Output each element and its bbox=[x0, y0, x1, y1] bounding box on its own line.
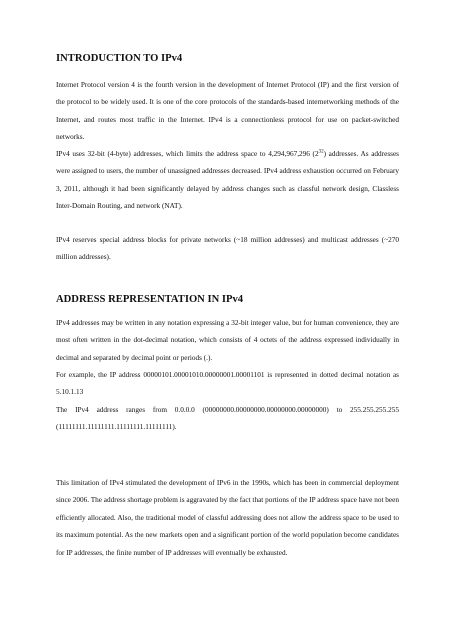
paragraph-example-address: For example, the IP address 00000101.00001010.00000001.00001101 is represented in dotted decimal notation as 5.10.1.13 bbox=[56, 371, 399, 397]
paragraph-address-space bbox=[56, 146, 399, 216]
paragraph-ipv6-limitation: This limitation of IPv4 stimulated the development of IPv6 in the 1990s, which has been in commercial deployment since 2006. The address shortage problem is aggravated by the fact that portions of the IP address space have not been efficiently allocated. Also, the traditional model of classful addressing does not allow the address space to be used to its maximum potential. As the new markets open and a significant portion of the world population become candidates for IP addresses, the finite number of IP addresses will eventually be exhausted. bbox=[56, 479, 399, 557]
section-heading-introduction: INTRODUCTION TO IPv4 bbox=[56, 53, 183, 64]
paragraph-ipv4-overview: Internet Protocol version 4 is the fourth version in the development of Internet Protocol (IP) and the first version of the protocol to be widely used. It is one of the core protocols of the standards-based internetworking methods of the Internet, and routes most traffic in the Internet. IPv4 is a connectionless protocol for use on packet-switched networks. bbox=[56, 81, 399, 142]
paragraph-address-range: The IPv4 address ranges from 0.0.0.0 (00000000.00000000.00000000.00000000) to 255.255.255.255 (11111111.11111111.11111111.11111111). bbox=[56, 406, 399, 432]
paragraph-address-space-text-b: ) addresses. As addresses were assigned to users, the number of unassigned addresses decreased. IPv4 address exhaustion occurred on February 3, 2011, although it had been significantly delayed by address changes such as classful network design, Classless Inter-Domain Routing, and network (NAT). bbox=[56, 150, 400, 211]
paragraph-address-space-text-a: IPv4 uses 32-bit (4-byte) addresses, which limits the address space to 4,294,967,296 (2 bbox=[56, 150, 319, 158]
section-heading-address-representation: ADDRESS REPRESENTATION IN IPv4 bbox=[56, 294, 244, 305]
paragraph-reserved-blocks: IPv4 reserves special address blocks for private networks (~18 million addresses) and multicast addresses (~270 million addresses). bbox=[56, 236, 399, 262]
exponent-superscript: 32 bbox=[318, 149, 324, 155]
paragraph-notation: IPv4 addresses may be written in any notation expressing a 32-bit integer value, but for human convenience, they are most often written in the dot-decimal notation, which consists of 4 octets of the address expressed individually in decimal and separated by decimal point or periods (.). bbox=[56, 319, 399, 362]
